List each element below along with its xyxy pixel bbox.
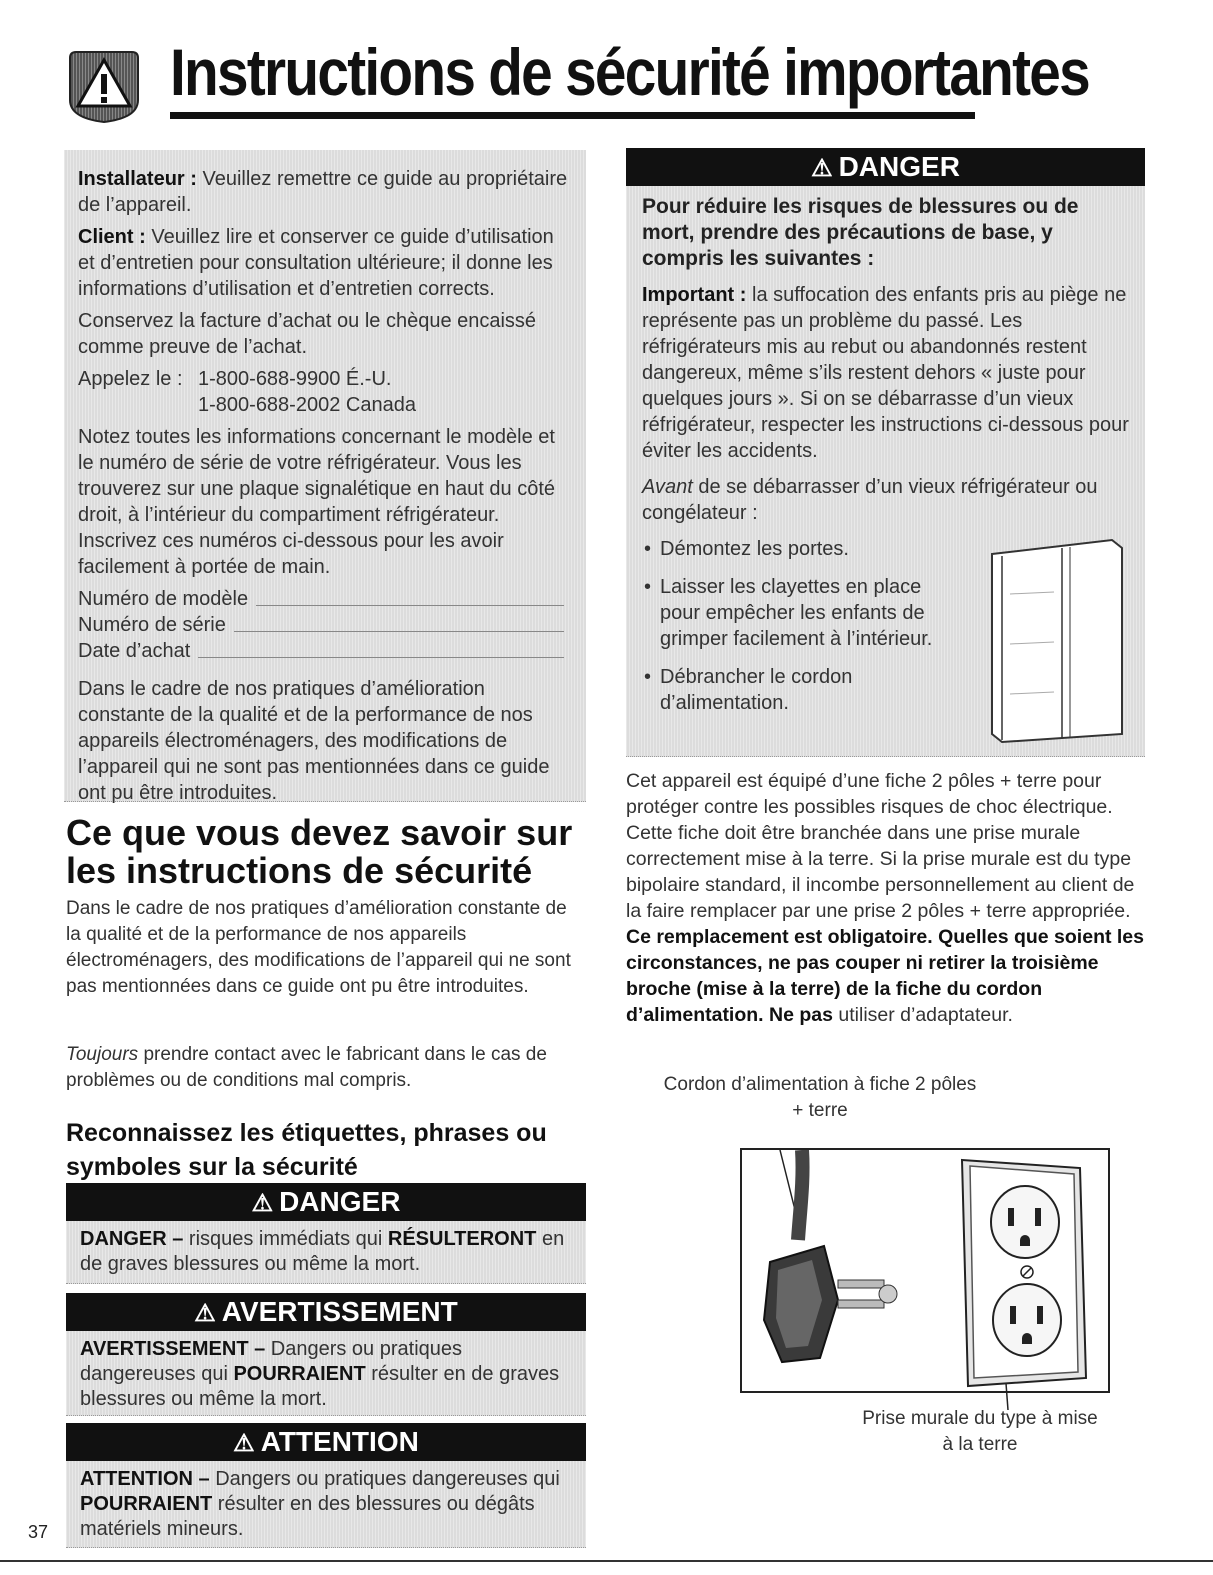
signal-box-warning xyxy=(66,1293,586,1416)
serial-number-field[interactable] xyxy=(78,612,572,638)
model-number-field[interactable] xyxy=(78,586,572,612)
before-em: Avant xyxy=(642,476,693,498)
important-label: Important : xyxy=(642,284,747,306)
danger-banner-label: DANGER xyxy=(838,151,960,182)
danger-box xyxy=(626,148,1145,757)
before-paragraph xyxy=(642,474,1129,526)
phone-us: 1-800-688-9900 É.-U. xyxy=(198,368,392,390)
signal-text-b: résulter en de graves blessures ou même la mort. xyxy=(80,1363,560,1410)
warning-triangle-icon xyxy=(64,48,144,124)
signal-text-danger xyxy=(66,1221,586,1283)
signal-text-warning xyxy=(66,1331,586,1418)
signal-label: ATTENTION – xyxy=(80,1468,216,1490)
danger-banner xyxy=(626,148,1145,186)
client-paragraph xyxy=(78,224,572,302)
footer-rule xyxy=(0,1560,1213,1562)
client-label: Client : xyxy=(78,226,146,248)
outlet-caption: Prise murale du type à mise à la terre xyxy=(862,1408,1098,1455)
receipt-paragraph: Conservez la facture d’achat ou le chèque encaissé comme preuve de l’achat. xyxy=(78,310,537,358)
grounding-bold: Ce remplacement est obligatoire. Quelles que soient les circonstances, ne pas couper ni retirer la troisième broche (mise à la terre) de la fiche du cordon d’alimentation. Ne pas xyxy=(626,926,1144,1026)
signal-text-a: Dangers ou pratiques dangereuses qui xyxy=(80,1338,463,1385)
title-underline xyxy=(170,112,975,119)
signal-banner-warning xyxy=(66,1293,586,1331)
signal-box-danger xyxy=(66,1183,586,1284)
signal-strong: POURRAIENT xyxy=(80,1493,213,1515)
signal-text-caution xyxy=(66,1461,586,1548)
warning-symbol-icon: ⚠ xyxy=(233,1430,255,1457)
serial-number-label: Numéro de série xyxy=(78,614,226,636)
installer-info-box xyxy=(64,150,586,802)
warning-symbol-icon: ⚠ xyxy=(251,1190,274,1217)
signal-strong: RÉSULTERONT xyxy=(387,1228,537,1250)
signal-banner-danger xyxy=(66,1183,586,1221)
cord-caption: Cordon d’alimentation à fiche 2 pôles + terre xyxy=(663,1074,977,1121)
signal-strong: POURRAIENT xyxy=(233,1363,366,1385)
section-subheading: Reconnaissez les étiquettes, phrases ou symboles sur la sécurité xyxy=(66,1119,547,1181)
signal-banner-label: ATTENTION xyxy=(260,1426,419,1457)
refrigerator-illustration xyxy=(982,534,1132,744)
list-item: • Laisser les clayettes en place pour empêcher les enfants de grimper facilement à l’intérieur. xyxy=(642,574,960,652)
page-number: 37 xyxy=(28,1522,49,1542)
signal-text-b: en de graves blessures ou même la mort. xyxy=(80,1228,565,1275)
section-heading: Ce que vous devez savoir sur les instructions de sécurité xyxy=(66,812,573,891)
before-text: de se débarrasser d’un vieux réfrigérateur ou congélateur : xyxy=(642,476,1098,524)
section-paragraph-2 xyxy=(66,1042,586,1094)
installer-paragraph xyxy=(78,166,572,218)
client-text: Veuillez lire et conserver ce guide d’utilisation et d’entretien pour consultation ultérieure; il donne les informations d’utilisation et d’entretien corrects. xyxy=(78,226,554,300)
signal-banner-label: AVERTISSEMENT xyxy=(221,1296,458,1327)
plug-outlet-figure xyxy=(740,1148,1110,1393)
section-paragraph-1: Dans le cadre de nos pratiques d’amélioration constante de la qualité et de la performance de nos appareils électroménagers, des modifications de l’appareil qui ne sont pas mentionnées dans ce guide ont pu être introduites. xyxy=(66,898,571,997)
section-paragraph-2-text: prendre contact avec le fabricant dans le cas de problèmes ou de conditions mal compris. xyxy=(66,1044,547,1091)
signal-text-a: Dangers ou pratiques dangereuses qui xyxy=(215,1468,560,1490)
signal-label: AVERTISSEMENT – xyxy=(80,1338,271,1360)
call-label: Appelez le : xyxy=(78,368,183,390)
warning-symbol-icon: ⚠ xyxy=(811,155,833,182)
model-number-label: Numéro de modèle xyxy=(78,588,249,610)
installer-text: Veuillez remettre ce guide au propriétaire de l’appareil. xyxy=(78,168,568,216)
important-paragraph xyxy=(642,282,1129,464)
grounding-paragraph xyxy=(626,768,1146,1028)
warning-symbol-icon: ⚠ xyxy=(194,1300,216,1327)
signal-text-a: risques immédiats qui xyxy=(188,1228,388,1250)
purchase-date-label: Date d’achat xyxy=(78,640,191,662)
plug-illustration xyxy=(742,1150,1108,1391)
signal-banner-label: DANGER xyxy=(279,1186,401,1217)
signal-box-caution xyxy=(66,1423,586,1548)
note-info-paragraph: Notez toutes les informations concernant le modèle et le numéro de série de votre réfrigérateur. Vous les trouverez sur une plaque signalétique en haut du côté droit, à l’intérieur du compartiment réfrigérateur. Inscrivez ces numéros ci-dessous pour les avoir facilement à portée de main. xyxy=(78,426,556,578)
grounding-text-1: Cet appareil est équipé d’une fiche 2 pôles + terre pour protéger contre les possibles risques de choc électrique. Cette fiche doit être branchée dans une prise murale correctement mise à la terre. Si la prise murale est du type bipolaire standard, il incombe personnellement au client de la faire remplacer par une prise 2 pôles + terre appropriée. xyxy=(626,770,1135,922)
purchase-date-field[interactable] xyxy=(78,638,572,664)
installer-label: Installateur : xyxy=(78,168,197,190)
page-title: Instructions de sécurité importantes xyxy=(170,35,1090,109)
important-text: la suffocation des enfants pris au piège ne représente pas un problème du passé. Les réfrigérateurs mis au rebut ou abandonnés restent dangereux, même s’ils restent dehors « juste pour quelques jours ». Si on se débarrasse d’un vieux réfrigérateur, respecter les instructions ci-dessous pour éviter les accidents. xyxy=(642,284,1129,462)
phone-canada: 1-800-688-2002 Canada xyxy=(198,394,416,416)
phone-block xyxy=(78,366,572,418)
always-em: Toujours xyxy=(66,1044,139,1065)
list-item: • Débrancher le cordon d’alimentation. xyxy=(642,664,960,716)
grounding-text-2: utiliser d’adaptateur. xyxy=(832,1004,1013,1026)
signal-banner-caution xyxy=(66,1423,586,1461)
signal-text-b: résulter en des blessures ou dégâts matériels mineurs. xyxy=(80,1493,535,1540)
signal-label: DANGER – xyxy=(80,1228,189,1250)
improvement-paragraph: Dans le cadre de nos pratiques d’amélioration constante de la qualité et de la performance de nos appareils électroménagers, des modifications de l’appareil qui ne sont pas mentionnées dans ce guide ont pu être introduites. xyxy=(78,678,550,804)
danger-lead: Pour réduire les risques de blessures ou de mort, prendre des précautions de base, y compris les suivantes : xyxy=(642,195,1079,270)
list-item: • Démontez les portes. xyxy=(642,536,960,562)
